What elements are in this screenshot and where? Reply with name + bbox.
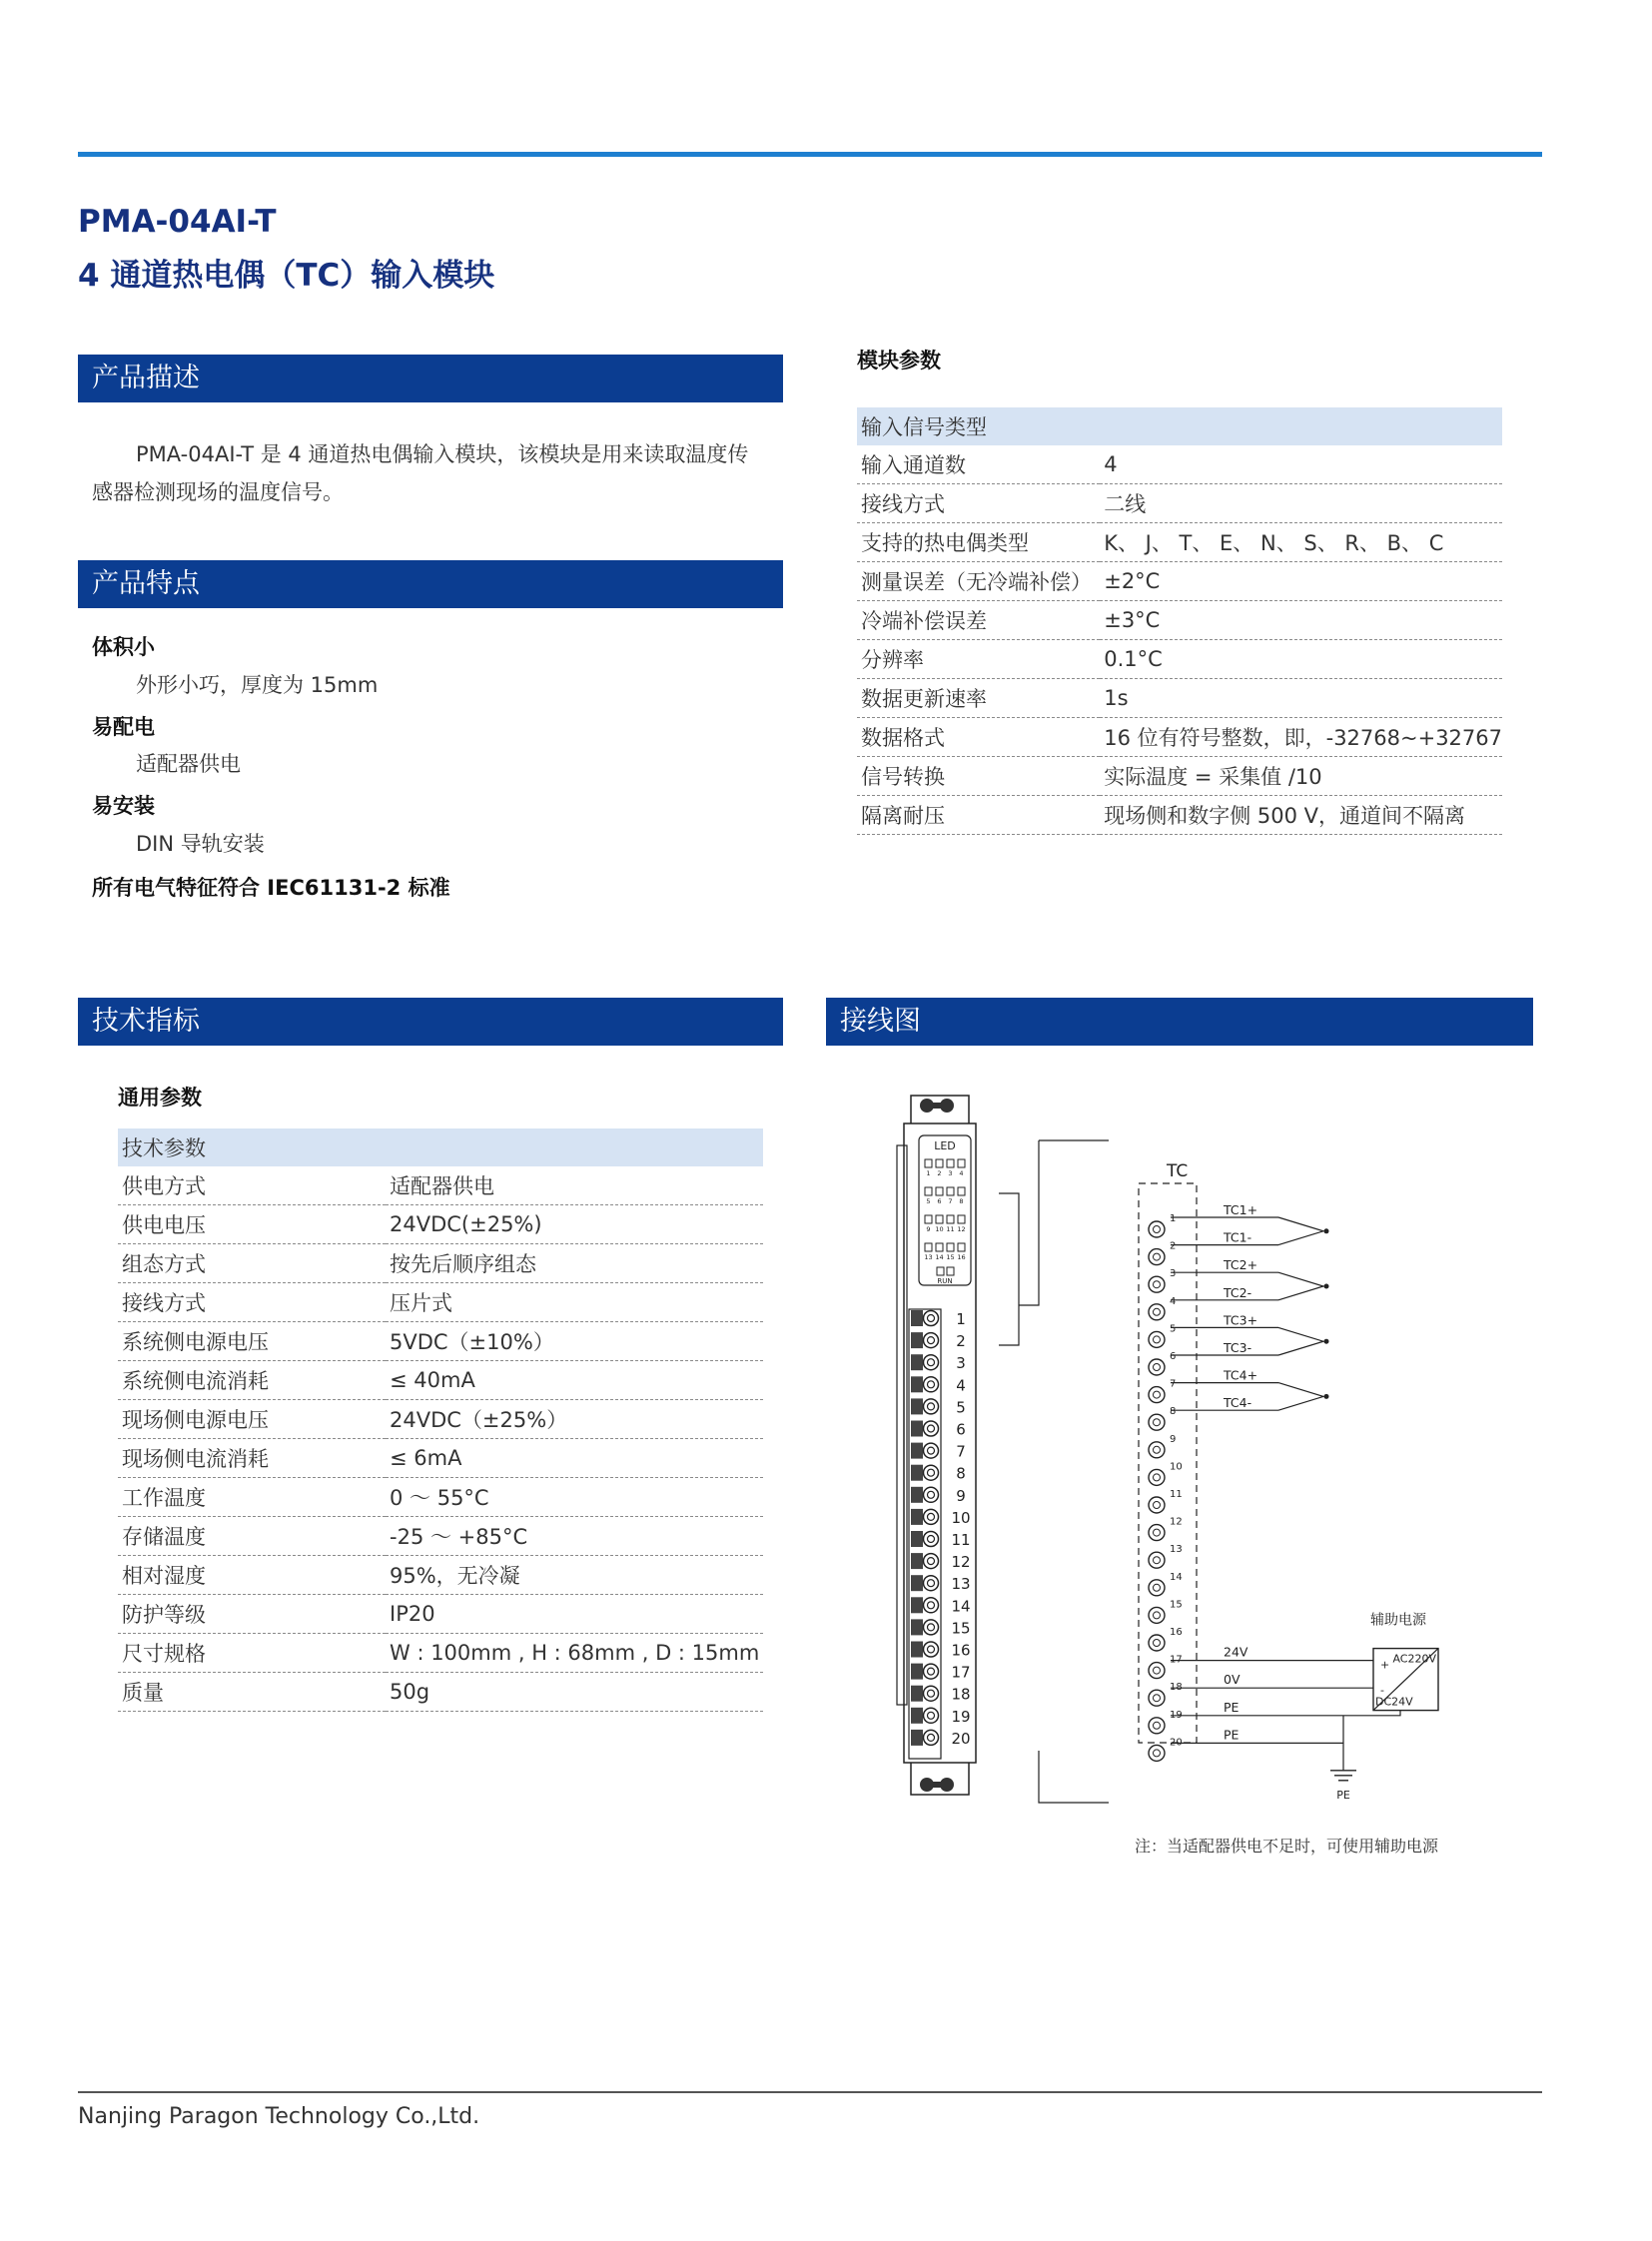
section-title: 产品描述 <box>92 363 200 393</box>
run-label: RUN <box>937 1277 953 1285</box>
led-number: 3 <box>948 1169 953 1177</box>
product-title: 4 通道热电偶（TC）输入模块 <box>78 258 495 294</box>
thermocouple-icon <box>1278 1272 1323 1300</box>
terminal-screw-icon <box>924 1620 939 1635</box>
terminal-clamp <box>911 1730 923 1746</box>
tc-terminal-number: 6 <box>1170 1351 1177 1362</box>
param-name: 现场侧电源电压 <box>118 1400 386 1439</box>
ground-label: PE <box>1336 1788 1350 1802</box>
param-name: 支持的热电偶类型 <box>857 523 1100 562</box>
tc-terminal-number: 3 <box>1170 1268 1177 1280</box>
table-row <box>118 1517 763 1556</box>
param-value: K、 J、 T、 E、 N、 S、 R、 B、 C <box>1100 523 1502 562</box>
leader-line <box>1039 1751 1109 1803</box>
tc-terminal-number: 14 <box>1170 1571 1183 1583</box>
param-value: 1s <box>1100 679 1502 718</box>
terminal-clamp <box>911 1443 923 1459</box>
tc-terminal-number: 8 <box>1170 1406 1177 1418</box>
terminal-screw-icon <box>924 1509 939 1524</box>
param-value: 现场侧和数字侧 500 V，通道间不隔离 <box>1100 796 1502 835</box>
terminal-number: 20 <box>951 1729 971 1748</box>
param-value: W : 100mm , H : 68mm , D : 15mm <box>386 1634 763 1673</box>
tc-terminal-icon <box>1149 1359 1165 1375</box>
tc-terminal-icon <box>1149 1718 1165 1734</box>
section-bar-description <box>78 355 783 402</box>
terminal-clamp <box>911 1354 923 1370</box>
param-name: 分辨率 <box>857 640 1100 679</box>
terminal-screw-icon <box>924 1443 939 1458</box>
table-row <box>118 1244 763 1283</box>
section-bar-tech-specs <box>78 998 783 1046</box>
table-row <box>118 1283 763 1322</box>
table-row <box>857 640 1502 679</box>
thermocouple-icon <box>1278 1327 1323 1355</box>
param-name: 数据格式 <box>857 718 1100 757</box>
wiring-diagram <box>879 1084 1478 1823</box>
terminal-number: 9 <box>956 1486 966 1505</box>
terminal-screw-icon <box>924 1421 939 1436</box>
terminal-clamp <box>911 1686 923 1702</box>
power-label: 24V <box>1224 1644 1248 1660</box>
terminal-screw-icon <box>924 1377 939 1392</box>
param-name: 系统侧电源电压 <box>118 1322 386 1361</box>
tc-terminal-number: 1 <box>1170 1213 1177 1224</box>
led-number: 1 <box>926 1169 931 1177</box>
terminal-clamp <box>911 1398 923 1414</box>
feature-title: 易安装 <box>92 794 155 818</box>
terminal-clamp <box>911 1310 923 1326</box>
table-row <box>118 1361 763 1400</box>
terminal-clamp <box>911 1332 923 1348</box>
tc-terminal-icon <box>1149 1580 1165 1596</box>
table-row <box>118 1673 763 1712</box>
tc-terminal-icon <box>1149 1552 1165 1568</box>
tc-terminal-number: 4 <box>1170 1295 1177 1307</box>
power-label: PE <box>1224 1699 1239 1715</box>
param-name: 冷端补偿误差 <box>857 601 1100 640</box>
terminal-number: 14 <box>951 1597 971 1616</box>
param-name: 供电方式 <box>118 1166 386 1205</box>
terminal-screw-icon <box>924 1465 939 1480</box>
aux-dc-label: DC24V <box>1375 1695 1413 1709</box>
table-row <box>118 1595 763 1634</box>
led-number: 2 <box>937 1169 942 1177</box>
terminal-screw-icon <box>924 1642 939 1657</box>
tc-terminal-number: 11 <box>1170 1489 1183 1500</box>
tech-specs-table <box>118 1128 763 1712</box>
terminal-number: 4 <box>956 1376 966 1395</box>
param-value: 50g <box>386 1673 763 1712</box>
led-number: 13 <box>924 1253 933 1261</box>
feature-text: DIN 导轨安装 <box>136 832 265 856</box>
thermocouple-junction-icon <box>1324 1394 1329 1399</box>
power-label: 0V <box>1224 1672 1240 1688</box>
tc-terminal-number: 10 <box>1170 1461 1183 1473</box>
table-row <box>857 445 1502 484</box>
tc-terminal-icon <box>1149 1663 1165 1679</box>
terminal-screw-icon <box>924 1311 939 1326</box>
param-value: 按先后顺序组态 <box>386 1244 763 1283</box>
signal-label: TC1+ <box>1224 1202 1258 1217</box>
tc-terminal-icon <box>1149 1414 1165 1430</box>
section-bar-features <box>78 560 783 608</box>
tc-terminal-icon <box>1149 1331 1165 1347</box>
terminal-number: 5 <box>956 1398 966 1417</box>
wiring-note: 注：当适配器供电不足时，可使用辅助电源 <box>1135 1837 1439 1856</box>
table-header-cell: 技术参数 <box>118 1128 763 1166</box>
param-value: 压片式 <box>386 1283 763 1322</box>
terminal-clamp <box>911 1708 923 1724</box>
table-header-row <box>857 407 1502 445</box>
terminal-screw-icon <box>924 1708 939 1723</box>
tc-terminal-number: 12 <box>1170 1516 1183 1528</box>
table-row <box>857 679 1502 718</box>
param-name: 质量 <box>118 1673 386 1712</box>
terminal-clamp <box>911 1509 923 1525</box>
terminal-clamp <box>911 1487 923 1503</box>
tc-terminal-icon <box>1149 1745 1165 1761</box>
tc-terminal-icon <box>1149 1249 1165 1265</box>
tc-terminal-icon <box>1149 1607 1165 1623</box>
terminal-number: 18 <box>951 1685 971 1704</box>
table-row <box>118 1322 763 1361</box>
tc-terminal-icon <box>1149 1387 1165 1403</box>
table-row <box>118 1400 763 1439</box>
latch-icon <box>923 1103 951 1109</box>
latch-icon <box>923 1782 951 1788</box>
tc-terminal-number: 20 <box>1170 1737 1183 1749</box>
thermocouple-junction-icon <box>1324 1339 1329 1344</box>
param-name: 输入通道数 <box>857 445 1100 484</box>
top-rule <box>78 152 1542 157</box>
table-row <box>857 718 1502 757</box>
terminal-screw-icon <box>924 1554 939 1569</box>
param-value: ≤ 6mA <box>386 1439 763 1478</box>
tc-terminal-number: 13 <box>1170 1544 1183 1556</box>
aux-power-title: 辅助电源 <box>1370 1612 1426 1629</box>
terminal-number: 8 <box>956 1464 966 1483</box>
section-title: 技术指标 <box>92 1006 200 1037</box>
tc-terminal-icon <box>1149 1221 1165 1237</box>
terminal-clamp <box>911 1575 923 1591</box>
tc-terminal-icon <box>1149 1525 1165 1541</box>
led-number: 4 <box>959 1169 964 1177</box>
table-row <box>118 1478 763 1517</box>
param-value: 0.1°C <box>1100 640 1502 679</box>
terminal-number: 2 <box>956 1332 966 1351</box>
led-number: 15 <box>946 1253 955 1261</box>
led-number: 7 <box>948 1197 953 1205</box>
param-value: ±3°C <box>1100 601 1502 640</box>
section-bar-wiring <box>826 998 1533 1046</box>
terminal-screw-icon <box>924 1686 939 1701</box>
terminal-clamp <box>911 1664 923 1680</box>
tc-terminal-number: 2 <box>1170 1240 1177 1252</box>
terminal-number: 3 <box>956 1354 966 1373</box>
terminal-clamp <box>911 1619 923 1635</box>
param-value: 实际温度 = 采集值 /10 <box>1100 757 1502 796</box>
signal-label: TC1- <box>1224 1229 1252 1245</box>
table-row <box>857 484 1502 523</box>
description-line: 感器检测现场的温度信号。 <box>92 480 344 504</box>
tc-terminal-number: 7 <box>1170 1378 1177 1390</box>
terminal-number: 19 <box>951 1707 971 1726</box>
thermocouple-junction-icon <box>1324 1228 1329 1233</box>
param-value: 二线 <box>1100 484 1502 523</box>
tc-terminal-number: 5 <box>1170 1323 1177 1335</box>
terminal-clamp <box>911 1465 923 1481</box>
terminal-clamp <box>911 1642 923 1658</box>
param-name: 存储温度 <box>118 1517 386 1556</box>
tc-label: TC <box>1167 1161 1189 1181</box>
table-row <box>857 523 1502 562</box>
tc-terminal-number: 15 <box>1170 1599 1183 1611</box>
terminal-screw-icon <box>924 1333 939 1348</box>
signal-label: TC3- <box>1224 1340 1252 1355</box>
led-number: 9 <box>926 1225 931 1233</box>
tc-terminal-icon <box>1149 1690 1165 1706</box>
module-params-table <box>857 407 1502 835</box>
thermocouple-icon <box>1278 1383 1323 1411</box>
signal-label: TC4- <box>1224 1395 1252 1411</box>
led-number: 8 <box>959 1197 964 1205</box>
terminal-clamp <box>911 1597 923 1613</box>
feature-text: 外形小巧，厚度为 15mm <box>136 673 379 697</box>
param-value: 24VDC(±25%) <box>386 1205 763 1244</box>
module-params-heading: 模块参数 <box>857 349 941 373</box>
param-name: 相对湿度 <box>118 1556 386 1595</box>
thermocouple-junction-icon <box>1324 1284 1329 1289</box>
section-title: 产品特点 <box>92 568 200 599</box>
section-title: 接线图 <box>840 1006 921 1037</box>
table-row <box>118 1556 763 1595</box>
param-value: ≤ 40mA <box>386 1361 763 1400</box>
feature-title: 体积小 <box>92 635 155 659</box>
param-value: 24VDC（±25%） <box>386 1400 763 1439</box>
led-number: 11 <box>946 1225 955 1233</box>
terminal-screw-icon <box>924 1355 939 1370</box>
terminal-screw-icon <box>924 1730 939 1745</box>
table-row <box>118 1205 763 1244</box>
table-header-row <box>118 1128 763 1166</box>
tc-terminal-icon <box>1149 1635 1165 1651</box>
power-label: PE <box>1224 1727 1239 1743</box>
led-number: 5 <box>926 1197 931 1205</box>
terminal-number: 10 <box>951 1508 971 1527</box>
terminal-clamp <box>911 1421 923 1437</box>
tc-terminal-icon <box>1149 1304 1165 1320</box>
param-name: 测量误差（无冷端补偿） <box>857 562 1100 601</box>
led-label: LED <box>934 1139 956 1152</box>
terminal-clamp <box>911 1531 923 1547</box>
table-row <box>118 1634 763 1673</box>
terminal-screw-icon <box>924 1399 939 1414</box>
description-text <box>92 435 791 511</box>
leader-line <box>1019 1140 1039 1305</box>
param-name: 系统侧电流消耗 <box>118 1361 386 1400</box>
terminal-clamp <box>911 1376 923 1392</box>
signal-label: TC4+ <box>1224 1367 1258 1383</box>
terminal-number: 7 <box>956 1442 966 1461</box>
terminal-number: 6 <box>956 1420 966 1439</box>
terminal-clamp <box>911 1553 923 1569</box>
terminal-number: 15 <box>951 1619 971 1638</box>
leader-line <box>999 1193 1019 1345</box>
feature-title: 易配电 <box>92 715 155 739</box>
aux-minus-label: - <box>1380 1684 1384 1698</box>
param-name: 组态方式 <box>118 1244 386 1283</box>
general-params-heading: 通用参数 <box>118 1086 202 1110</box>
param-name: 接线方式 <box>118 1283 386 1322</box>
led-number: 12 <box>957 1225 966 1233</box>
tc-terminal-icon <box>1149 1469 1165 1485</box>
param-name: 工作温度 <box>118 1478 386 1517</box>
param-value: 16 位有符号整数，即，-32768~+32767 <box>1100 718 1502 757</box>
param-value: 0 ～ 55°C <box>386 1478 763 1517</box>
tc-terminal-icon <box>1149 1442 1165 1458</box>
table-row <box>857 757 1502 796</box>
terminal-number: 11 <box>951 1531 971 1549</box>
terminal-number: 1 <box>956 1310 966 1328</box>
terminal-screw-icon <box>924 1576 939 1591</box>
footer-rule <box>78 2091 1542 2093</box>
param-name: 数据更新速率 <box>857 679 1100 718</box>
tc-terminal-strip <box>1139 1183 1197 1743</box>
param-name: 接线方式 <box>857 484 1100 523</box>
param-name: 信号转换 <box>857 757 1100 796</box>
led-number: 6 <box>937 1197 942 1205</box>
terminal-screw-icon <box>924 1598 939 1613</box>
table-row <box>857 796 1502 835</box>
led-number: 16 <box>957 1253 966 1261</box>
led-number: 10 <box>935 1225 944 1233</box>
param-value: 5VDC（±10%） <box>386 1322 763 1361</box>
aux-plus-label: + <box>1380 1658 1390 1672</box>
tc-terminal-number: 18 <box>1170 1682 1183 1694</box>
product-model: PMA-04AI-T <box>78 204 277 240</box>
table-row <box>118 1166 763 1205</box>
terminal-screw-icon <box>924 1664 939 1679</box>
aux-ac-label: AC220V <box>1392 1652 1436 1666</box>
feature-text: 适配器供电 <box>136 752 241 776</box>
param-value: 适配器供电 <box>386 1166 763 1205</box>
terminal-number: 13 <box>951 1575 971 1594</box>
tc-terminal-number: 17 <box>1170 1654 1183 1666</box>
table-row <box>857 601 1502 640</box>
tc-terminal-icon <box>1149 1497 1165 1513</box>
tc-terminal-number: 16 <box>1170 1627 1183 1638</box>
param-name: 隔离耐压 <box>857 796 1100 835</box>
table-row <box>857 562 1502 601</box>
terminal-screw-icon <box>924 1487 939 1502</box>
param-value: 4 <box>1100 445 1502 484</box>
param-value: 95%，无冷凝 <box>386 1556 763 1595</box>
tc-terminal-icon <box>1149 1276 1165 1292</box>
param-name: 尺寸规格 <box>118 1634 386 1673</box>
terminal-number: 17 <box>951 1663 971 1682</box>
signal-label: TC2+ <box>1224 1257 1258 1273</box>
param-name: 防护等级 <box>118 1595 386 1634</box>
terminal-screw-icon <box>924 1532 939 1547</box>
param-name: 供电电压 <box>118 1205 386 1244</box>
tc-terminal-number: 19 <box>1170 1709 1183 1721</box>
param-value: IP20 <box>386 1595 763 1634</box>
description-line: PMA-04AI-T 是 4 通道热电偶输入模块，该模块是用来读取温度传 <box>136 442 749 466</box>
table-header-cell: 输入信号类型 <box>857 407 1502 445</box>
thermocouple-icon <box>1278 1217 1323 1245</box>
led-number: 14 <box>935 1253 944 1261</box>
signal-label: TC3+ <box>1224 1312 1258 1328</box>
table-row <box>118 1439 763 1478</box>
param-value: -25 ～ +85°C <box>386 1517 763 1556</box>
param-name: 现场侧电流消耗 <box>118 1439 386 1478</box>
terminal-number: 12 <box>951 1553 971 1572</box>
param-value: ±2°C <box>1100 562 1502 601</box>
standard-compliance: 所有电气特征符合 IEC61131-2 标准 <box>92 876 450 900</box>
terminal-number: 16 <box>951 1641 971 1660</box>
signal-label: TC2- <box>1224 1284 1252 1300</box>
tc-terminal-number: 9 <box>1170 1433 1177 1445</box>
company-name: Nanjing Paragon Technology Co.,Ltd. <box>78 2104 480 2129</box>
